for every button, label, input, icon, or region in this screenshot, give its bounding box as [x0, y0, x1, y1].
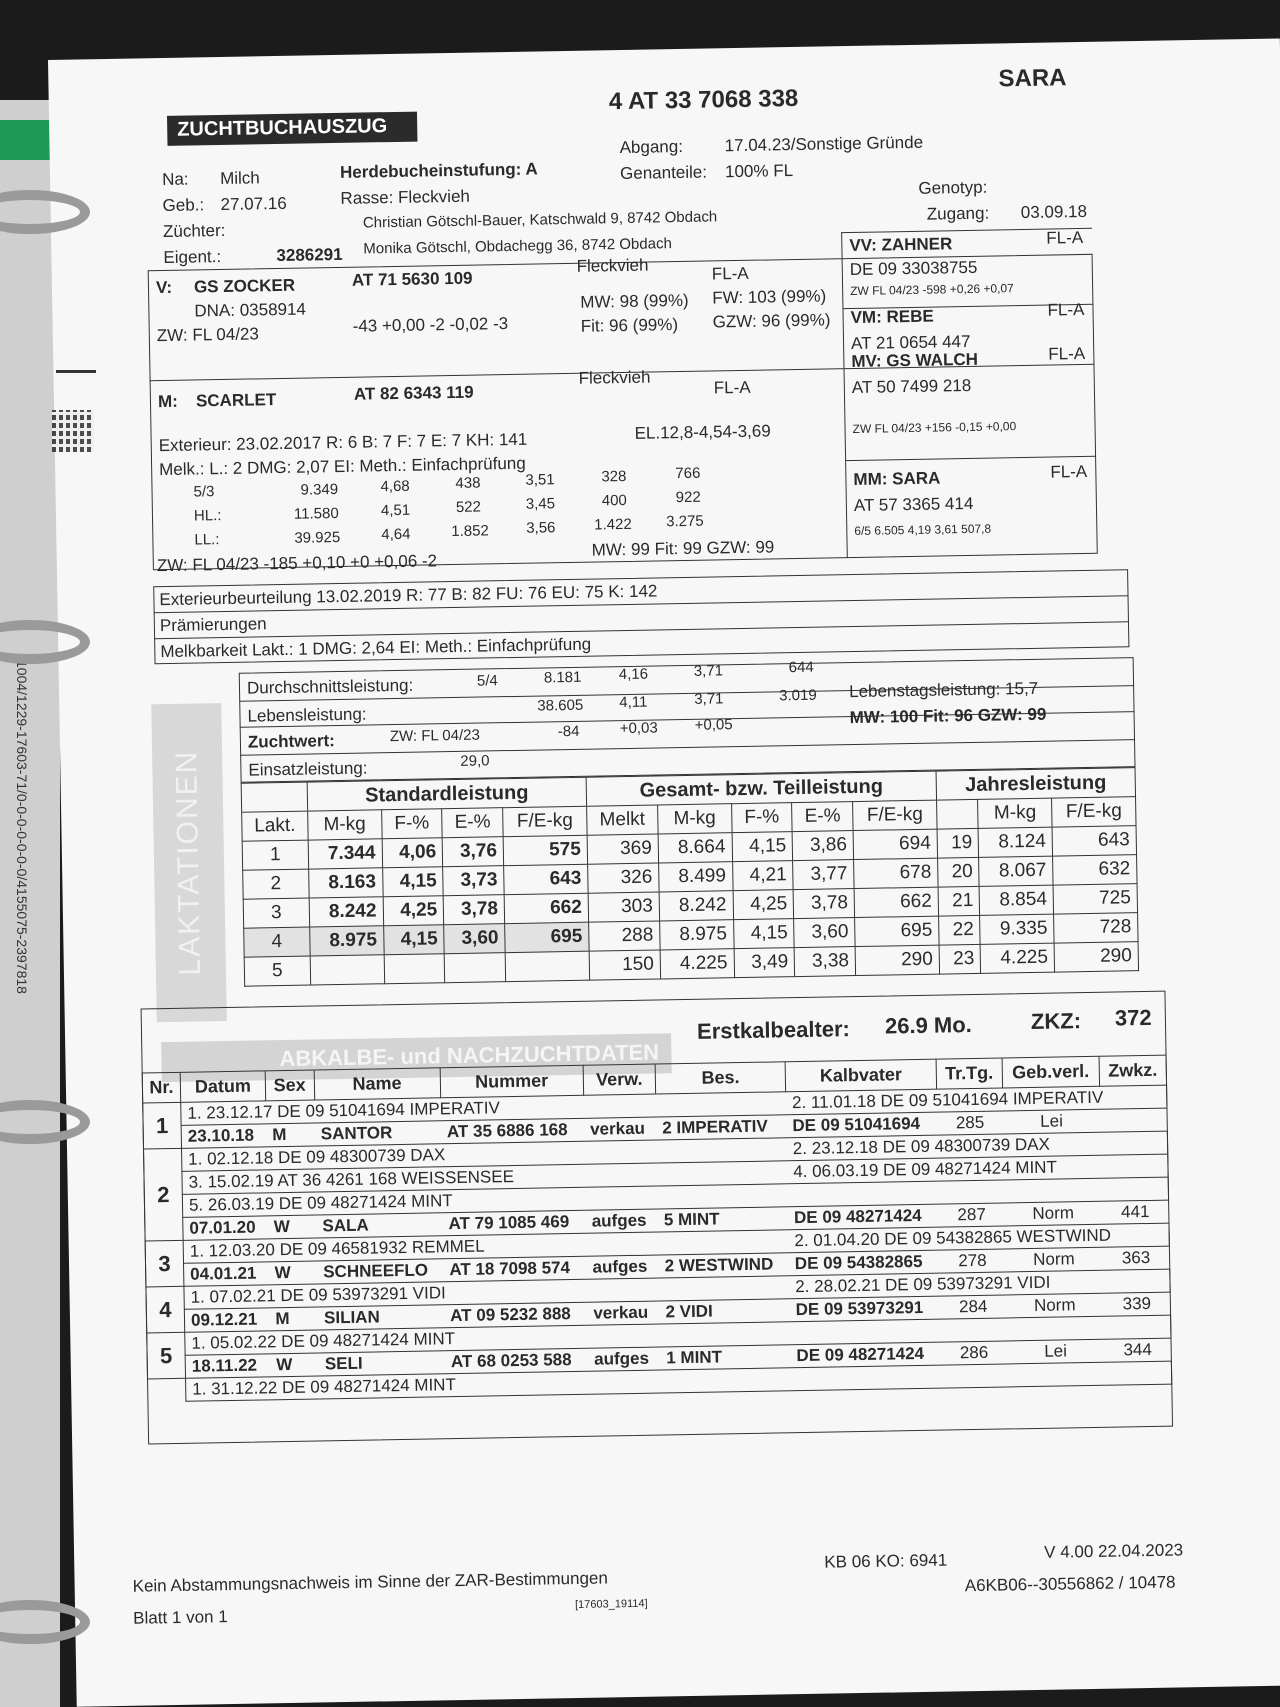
besamung-left: 3. 15.02.19 AT 36 4261 168 WEISSENSEE [182, 1161, 788, 1195]
besamung-right: 2. 23.12.18 DE 09 48300739 DAX [787, 1131, 1168, 1161]
laktation-cell: 22 [939, 915, 981, 945]
mutter-cell: 438 [455, 474, 481, 492]
laktation-cell: 662 [854, 887, 938, 917]
mutter-row-label: HL.: [193, 507, 222, 525]
laktationen-label-text: LAKTATIONEN [170, 749, 207, 976]
calf-name: SCHNEEFLO [317, 1259, 444, 1284]
laktation-cell: 8.067 [979, 856, 1053, 886]
calf-geb: Lei [1003, 1109, 1101, 1134]
laktation-cell: 643 [1052, 826, 1136, 856]
laktationen-col-header: M-kg [308, 810, 382, 840]
zucht-cell: ZW: FL 04/23 [389, 726, 481, 746]
zucht-label: Zuchtwert: [247, 731, 335, 752]
abkalbe-col-header: Nr. [142, 1072, 181, 1103]
mm-fl: FL-A [1050, 461, 1088, 482]
laktationen-col-header: F-% [731, 803, 792, 833]
besamung-right: 2. 28.02.21 DE 09 53973291 VIDI [789, 1269, 1170, 1299]
mv-id: AT 50 7499 218 [851, 375, 972, 398]
laktation-cell: 678 [854, 858, 938, 888]
vm-fl: FL-A [1047, 299, 1085, 320]
laktation-cell: 1 [242, 840, 308, 870]
laktation-cell: 694 [853, 829, 937, 859]
group-number: 4 [146, 1286, 185, 1333]
laktation-cell: 20 [938, 857, 980, 887]
calf-kvnr: DE 09 54382865 [789, 1250, 940, 1276]
laktation-cell: 3,38 [794, 947, 855, 977]
mutter-cell: 3,56 [526, 519, 556, 537]
laktation-cell: 7.344 [308, 839, 382, 869]
vater-fw: FW: 103 (99%) [712, 286, 827, 308]
besamung-right: 2. 11.01.18 DE 09 51041694 IMPERATIV [786, 1085, 1167, 1115]
calf-sex: M [269, 1307, 318, 1331]
lebens-cell: 3,71 [694, 690, 724, 708]
calf-trtg: 278 [939, 1249, 1005, 1273]
mutter-cell: 39.925 [294, 528, 341, 547]
melkbarkeit: Melkbarkeit Lakt.: 1 DMG: 2,64 EI: Meth.: Einfachprüfung [160, 634, 592, 662]
laktation-cell: 3,73 [443, 866, 504, 896]
vater-label: V: [155, 277, 173, 298]
abkalbe-col-header: Tr.Tg. [936, 1058, 1002, 1089]
geb-label: Geb.: [162, 195, 205, 216]
abkalbe-col-header: Datum [180, 1071, 265, 1102]
vater-zw-values: -43 +0,00 -2 -0,02 -3 [352, 314, 509, 336]
lebens-cell: 4,11 [619, 693, 648, 712]
mutter-row-label: 5/3 [193, 483, 215, 501]
calf-geb: Norm [1006, 1293, 1104, 1318]
vm-id: AT 21 0654 447 [850, 331, 971, 354]
praemierungen: Prämierungen [159, 614, 267, 636]
laktation-cell: 150 [589, 950, 661, 980]
calf-kv: 2 WESTWIND [658, 1253, 789, 1278]
calf-nummer: AT 35 6886 168 [441, 1118, 585, 1143]
besamung-left: 1. 23.12.17 DE 09 51041694 IMPERATIV [181, 1092, 787, 1126]
mutter-cell: 922 [675, 488, 701, 507]
calf-nummer: AT 09 5232 888 [444, 1302, 588, 1327]
mutter-fl: FL-A [713, 377, 751, 398]
calf-nummer: AT 79 1085 469 [442, 1210, 586, 1235]
abgang-value: 17.04.23/Sonstige Gründe [724, 132, 924, 156]
calf-verw: aufges [588, 1347, 661, 1371]
mutter-rasse: Fleckvieh [578, 367, 651, 388]
calf-datum: 09.12.21 [184, 1308, 269, 1332]
laktation-cell: 3,86 [792, 831, 853, 861]
calf-trtg: 287 [939, 1203, 1005, 1227]
vater-id: AT 71 5630 109 [351, 268, 473, 290]
calf-datum: 18.11.22 [185, 1354, 270, 1378]
laktation-cell: 23 [939, 944, 981, 974]
erstkalbealter-value: 26.9 Mo. [884, 1012, 973, 1039]
durch-cell: 3,71 [693, 662, 724, 680]
laktation-cell: 4,21 [732, 861, 793, 891]
abkalbe-col-header: Zwkz. [1099, 1055, 1167, 1086]
mutter-cell: 11.580 [293, 504, 339, 523]
genanteile-label: Genanteile: [619, 162, 708, 184]
laktation-cell: 21 [938, 886, 980, 916]
zuechter-value: Christian Götschl-Bauer, Katschwald 9, 8742 Obdach [362, 208, 718, 232]
genotyp-label: Genotyp: [918, 177, 988, 198]
eigent-id: 3286291 [276, 244, 343, 266]
vv-fl: FL-A [1046, 227, 1084, 248]
mutter-cell: 328 [601, 467, 627, 486]
laktation-cell: 8.163 [309, 868, 383, 898]
group-header-gesamt: Gesamt- bzw. Teilleistung [586, 771, 936, 806]
laktation-cell: 4,06 [382, 838, 443, 868]
laktation-cell: 290 [855, 945, 939, 975]
laktationen-col-header: F/E-kg [853, 800, 937, 830]
group-number: 2 [144, 1148, 184, 1241]
zucht-mw: MW: 100 Fit: 96 GZW: 99 [849, 704, 1047, 728]
calf-zw: 441 [1102, 1200, 1169, 1224]
laktation-cell: 3,78 [443, 895, 504, 925]
laktation-cell: 4,15 [732, 832, 793, 862]
vv-zw: ZW FL 04/23 -598 +0,26 +0,07 [850, 281, 1014, 299]
abkalbe-col-header: Nummer [440, 1065, 584, 1097]
laktationen-col-header: Melkt [587, 805, 659, 835]
mutter-el: EL.12,8-4,54-3,69 [634, 421, 771, 443]
laktation-cell: 288 [589, 921, 661, 951]
laktation-cell: 632 [1053, 855, 1137, 885]
mutter-cell: 1.852 [451, 522, 489, 541]
laktation-cell: 8.242 [659, 891, 733, 921]
laktation-cell: 3,60 [794, 918, 855, 948]
vater-fl: FL-A [711, 263, 749, 284]
calf-sex: W [268, 1215, 317, 1239]
footer-note: Kein Abstammungsnachweis im Sinne der ZAR-Bestimmungen [132, 1568, 609, 1596]
laktation-cell: 3,49 [734, 948, 795, 978]
calf-trtg: 286 [941, 1341, 1007, 1365]
laktation-cell [384, 954, 445, 984]
na-value: Milch [219, 168, 260, 189]
mutter-cell: 9.349 [300, 481, 339, 499]
laktation-cell: 695 [855, 916, 939, 946]
calf-datum: 07.01.20 [183, 1216, 268, 1240]
laktationen-col-header: F/E-kg [503, 806, 587, 836]
besamung-left: 5. 26.03.19 DE 09 48271424 MINT [182, 1184, 788, 1218]
herdbuch: Herdebucheinstufung: A [339, 159, 538, 182]
lebens-cell: 38.605 [537, 696, 584, 715]
laktation-cell: 9.335 [980, 914, 1054, 944]
zucht-cell: -84 [557, 722, 580, 741]
group-number: 5 [147, 1332, 186, 1379]
zugang-label: Zugang: [926, 203, 990, 224]
laktation-cell: 695 [505, 922, 589, 952]
calf-verw: aufges [586, 1255, 659, 1279]
laktation-cell: 19 [937, 828, 979, 858]
vater-dna: DNA: 0358914 [194, 299, 307, 321]
footer-version: V 4.00 22.04.2023 [1044, 1540, 1184, 1562]
group-number: 3 [145, 1240, 184, 1287]
mutter-id: AT 82 6343 119 [353, 382, 474, 404]
calf-kv: 1 MINT [660, 1345, 791, 1370]
footer-blatt: Blatt 1 von 1 [133, 1607, 228, 1628]
mutter-row-label: LL.: [194, 531, 220, 549]
laktation-cell: 4,25 [733, 890, 794, 920]
qr-code-overlay [52, 410, 94, 452]
einsatz-label: Einsatzleistung: [248, 758, 368, 780]
laktation-cell: 8.124 [979, 827, 1053, 857]
abkalbe-col-header: Geb.verl. [1002, 1056, 1100, 1088]
mutter-cell: 4,51 [380, 501, 411, 520]
abkalbe-col-header: Bes. [655, 1062, 786, 1094]
laktation-cell: 8.242 [309, 897, 383, 927]
zucht-cell: +0,05 [694, 716, 733, 734]
calf-sex: M [266, 1123, 315, 1147]
zkz-value: 372 [1114, 1004, 1152, 1031]
geb-value: 27.07.16 [220, 193, 287, 215]
document-title: ZUCHTBUCHAUSZUG [167, 112, 417, 146]
laktationen-label [151, 703, 227, 1022]
vv-id: DE 09 33038755 [849, 257, 978, 280]
calf-zw: 339 [1103, 1292, 1170, 1316]
mutter-cell: 3,45 [525, 495, 556, 513]
laktationen-col-header: E-% [792, 802, 853, 832]
laktation-cell: 5 [244, 956, 310, 986]
calf-verw: verkau [587, 1301, 660, 1325]
calf-name: SILIAN [318, 1305, 445, 1330]
calf-sex: W [270, 1353, 319, 1377]
laktationen-col-header: F/E-kg [1052, 797, 1136, 827]
mutter-cell: 766 [675, 464, 701, 483]
calf-zw: 363 [1102, 1246, 1169, 1270]
group-header-standard: Standardleistung [307, 777, 586, 811]
laktation-cell: 303 [588, 892, 660, 922]
laktation-cell [444, 953, 505, 983]
lebens-label: Lebensleistung: [247, 704, 367, 726]
laktation-cell: 4,15 [733, 919, 794, 949]
abkalbe-col-header: Kalbvater [785, 1059, 936, 1092]
eigent-label: Eigent.: [163, 247, 222, 268]
margin-dash [56, 370, 96, 373]
vater-name: GS ZOCKER [193, 275, 296, 297]
abgang-label: Abgang: [619, 136, 684, 158]
group-header-jahres: Jahresleistung [936, 768, 1135, 800]
calf-trtg: 285 [937, 1111, 1003, 1135]
laktation-cell: 3,60 [444, 924, 505, 954]
laktation-cell: 2 [243, 869, 309, 899]
mv-fl: FL-A [1048, 343, 1086, 364]
mutter-exterieur: Exterieur: 23.02.2017 R: 6 B: 7 F: 7 E: 7 KH: 141 [158, 429, 528, 456]
erstkalbealter-label: Erstkalbealter: [696, 1016, 851, 1044]
last-besamung: 1. 31.12.22 DE 09 48271424 MINT [186, 1361, 1172, 1401]
durch-cell: 4,16 [618, 665, 649, 684]
besamung-left: 1. 12.03.20 DE 09 46581932 REMMEL [183, 1230, 789, 1264]
laktation-cell: 8.664 [658, 833, 732, 863]
lebens-cell: 3.019 [779, 686, 817, 705]
calf-kvnr: DE 09 48271424 [790, 1342, 941, 1368]
laktationen-col-header: F-% [381, 809, 442, 839]
calf-datum: 04.01.21 [184, 1262, 269, 1286]
mutter-cell: 4,68 [380, 477, 410, 496]
rasse: Rasse: Fleckvieh [340, 186, 471, 208]
laktation-cell [310, 955, 384, 985]
calf-nummer: AT 68 0253 588 [445, 1348, 589, 1373]
exterieurbeurteilung: Exterieurbeurteilung 13.02.2019 R: 77 B: 82 FU: 76 EU: 75 K: 142 [159, 581, 658, 610]
calf-kv: 2 IMPERATIV [656, 1115, 787, 1140]
laktation-cell: 290 [1054, 942, 1138, 972]
vater-rasse: Fleckvieh [576, 255, 649, 276]
binder-spine [0, 100, 60, 1707]
mutter-cell: 4,64 [381, 525, 411, 544]
zkz-label: ZKZ: [1030, 1008, 1082, 1034]
mutter-name: SCARLET [195, 390, 277, 411]
durch-cell: 8.181 [543, 668, 582, 687]
laktationen-col-header [937, 799, 979, 829]
vater-zw: ZW: FL 04/23 [156, 324, 260, 346]
calf-verw: aufges [586, 1209, 659, 1233]
mm-label: MM: SARA [853, 468, 941, 490]
calf-sex: W [268, 1261, 317, 1285]
einsatz-value: 29,0 [460, 752, 490, 770]
laktationen-col-header: E-% [442, 808, 503, 838]
zucht-cell: +0,03 [619, 719, 658, 738]
laktation-cell: 4.225 [660, 949, 734, 979]
calf-zw [1100, 1108, 1167, 1132]
vm-label: VM: REBE [850, 306, 934, 328]
mutter-cell: 1.422 [594, 515, 632, 534]
laktation-cell: 662 [504, 893, 588, 923]
calf-name: SELI [319, 1351, 446, 1376]
vater-mw: MW: 98 (99%) [580, 290, 689, 312]
mutter-cell: 3.275 [666, 512, 704, 531]
calf-nummer: AT 18 7098 574 [443, 1256, 587, 1281]
calf-trtg: 284 [940, 1295, 1006, 1319]
besamung-right: 2. 01.04.20 DE 09 54382865 WESTWIND [788, 1223, 1169, 1253]
besamung-right: 4. 06.03.19 DE 09 48271424 MINT [787, 1154, 1168, 1184]
laktation-cell: 8.499 [659, 862, 733, 892]
mutter-cell: 522 [455, 498, 482, 516]
footer-kb: KB 06 KO: 6941 [824, 1550, 948, 1572]
calf-verw: verkau [584, 1117, 657, 1141]
mutter-cell: 400 [601, 491, 627, 510]
calf-name: SANTOR [315, 1121, 442, 1146]
vater-fit: Fit: 96 (99%) [580, 315, 679, 336]
calf-kvnr: DE 09 48271424 [788, 1204, 939, 1230]
calf-kvnr: DE 09 53973291 [789, 1296, 940, 1322]
laktation-cell: 4,15 [382, 867, 443, 897]
durch-cell: 5/4 [476, 672, 498, 690]
laktation-cell: 326 [588, 863, 660, 893]
abkalbe-col-header: Name [314, 1068, 441, 1100]
animal-number: 4 AT 33 7068 338 [608, 84, 799, 116]
laktationen-col-header: M-kg [978, 798, 1052, 828]
calf-geb: Norm [1005, 1247, 1103, 1272]
laktation-cell: 3,76 [442, 837, 503, 867]
durch-label: Durchschnittsleistung: [246, 675, 414, 698]
mm-values: 6/5 6.505 4,19 3,61 507,8 [854, 521, 992, 538]
laktation-cell: 3,78 [793, 889, 854, 919]
laktation-cell: 4 [244, 927, 310, 957]
calf-name: SALA [316, 1213, 443, 1238]
laktation-cell: 3 [243, 898, 309, 928]
laktation-cell: 8.975 [660, 920, 734, 950]
document-page [48, 38, 1280, 1706]
vater-gzw: GZW: 96 (99%) [712, 310, 831, 332]
laktation-cell: 575 [503, 835, 587, 865]
calf-kv: 5 MINT [658, 1207, 789, 1232]
footer-code: [17603_19114] [574, 1597, 648, 1612]
eigent-value: Monika Götschl, Obdachegg 36, 8742 Obdach [363, 235, 672, 258]
besamung-left: 1. 05.02.22 DE 09 48271424 MINT [185, 1322, 791, 1356]
laktationen-table [241, 767, 1139, 987]
calf-geb: Norm [1004, 1201, 1102, 1226]
calf-geb: Lei [1007, 1339, 1105, 1364]
lebenstag: Lebenstagsleistung: 15,7 [848, 678, 1039, 702]
laktation-cell: 4.225 [981, 943, 1055, 973]
abkalbe-col-header: Verw. [583, 1064, 656, 1095]
na-label: Na: [161, 169, 189, 190]
abkalbe-table [142, 1055, 1173, 1403]
durch-cell: 644 [788, 658, 814, 677]
mutter-zw: ZW: FL 04/23 -185 +0,10 +0 +0,06 -2 [156, 551, 438, 576]
abkalbe-title: ABKALBE- und NACHZUCHTDATEN [161, 1033, 672, 1082]
laktation-cell: 3,77 [793, 860, 854, 890]
zuechter-label: Züchter: [162, 220, 226, 242]
mutter-melk: Melk.: L.: 2 DMG: 2,07 EI: Meth.: Einfachprüfung [159, 453, 526, 480]
laktationen-col-header: M-kg [658, 804, 732, 834]
mv-label: MV: GS WALCH [851, 349, 979, 372]
zugang-value: 03.09.18 [1020, 201, 1088, 223]
laktation-cell: 369 [587, 834, 659, 864]
calf-datum: 23.10.18 [181, 1124, 266, 1148]
laktation-cell: 643 [504, 864, 588, 894]
laktation-cell: 8.854 [980, 885, 1054, 915]
group-number: 1 [143, 1102, 182, 1149]
genanteile-value: 100% FL [724, 161, 794, 182]
mutter-label: M: [157, 391, 178, 412]
laktationen-col-header: Lakt. [242, 811, 308, 841]
calf-kvnr: DE 09 51041694 [786, 1112, 937, 1138]
laktation-cell: 4,15 [383, 925, 444, 955]
footer-ref: A6KB06--30556862 / 10478 [964, 1572, 1176, 1596]
mutter-mw: MW: 99 Fit: 99 GZW: 99 [591, 537, 775, 560]
besamung-left: 1. 07.02.21 DE 09 53973291 VIDI [184, 1276, 790, 1310]
besamung-left: 1. 02.12.18 DE 09 48300739 DAX [182, 1138, 788, 1172]
mv-zw: ZW FL 04/23 +156 -0,15 +0,00 [852, 419, 1017, 437]
laktation-cell: 725 [1053, 884, 1137, 914]
animal-name: SARA [998, 64, 1067, 93]
calf-zw: 344 [1104, 1338, 1171, 1362]
laktation-cell: 8.975 [310, 926, 384, 956]
laktation-cell: 728 [1054, 913, 1138, 943]
vv-label: VV: ZAHNER [849, 234, 953, 256]
laktation-cell [505, 951, 589, 981]
side-code: 1004/1229-17603-71/0-0-0-0-0-0-0/4155075-2397818 [14, 660, 30, 994]
abkalbe-col-header: Sex [265, 1070, 314, 1101]
calf-kv: 2 VIDI [659, 1299, 790, 1324]
mm-id: AT 57 3365 414 [853, 493, 974, 516]
laktation-cell: 4,25 [383, 896, 444, 926]
mutter-cell: 3,51 [525, 471, 555, 489]
